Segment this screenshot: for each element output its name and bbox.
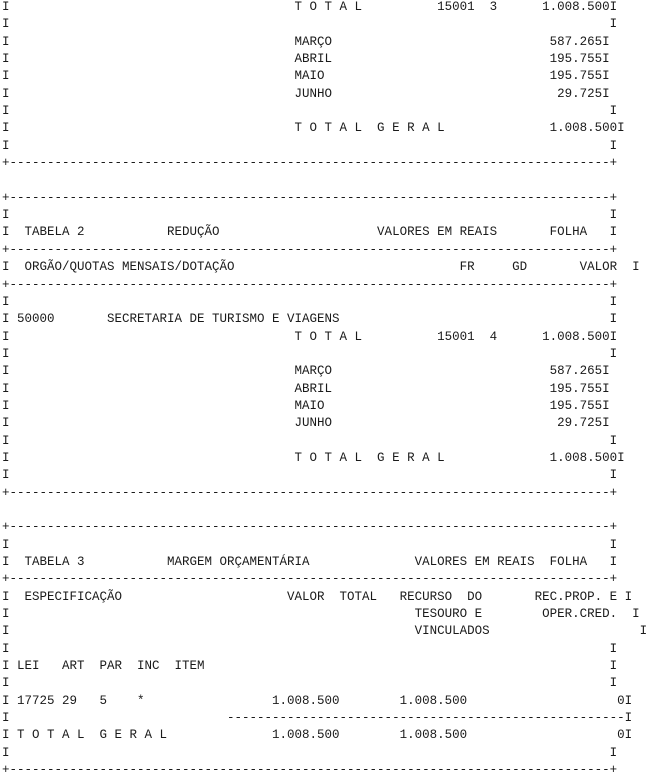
report-line: I MAIO 195.755I <box>2 398 610 413</box>
report-line: +--------------------------------------------------------------------------------+ <box>2 485 618 500</box>
report-line: I -----------------------------------------------------I <box>2 711 633 726</box>
report-line: I TESOURO E OPER.CRED. I <box>2 607 640 622</box>
report-line: I I <box>2 294 618 309</box>
report-line: +--------------------------------------------------------------------------------+ <box>2 572 618 587</box>
report-line: I T O T A L G E R A L 1.008.500 1.008.500 0I <box>2 728 633 743</box>
report-line: +--------------------------------------------------------------------------------+ <box>2 763 618 778</box>
report-line: I ESPECIFICAÇÃO VALOR TOTAL RECURSO DO REC.PROP. E I <box>2 589 633 604</box>
report-line: I I <box>2 17 618 32</box>
report-line: I 17725 29 5 * 1.008.500 1.008.500 0I <box>2 693 633 708</box>
report-line: I I <box>2 346 618 361</box>
report-line: I I <box>2 537 618 552</box>
report-line: +--------------------------------------------------------------------------------+ <box>2 277 618 292</box>
report-line: +--------------------------------------------------------------------------------+ <box>2 156 618 171</box>
report-line: I I <box>2 468 618 483</box>
report-line: I TABELA 3 MARGEM ORÇAMENTÁRIA VALORES EM REAIS FOLHA I <box>2 555 618 569</box>
report-line: +--------------------------------------------------------------------------------+ <box>2 190 618 205</box>
report-line: I MARÇO 587.265I <box>2 364 610 379</box>
report-line <box>2 502 647 519</box>
report-line: I JUNHO 29.725I <box>2 86 610 101</box>
report-line: I ABRIL 195.755I <box>2 381 610 396</box>
report-line: I MAIO 195.755I <box>2 69 610 84</box>
report-line: I T O T A L 15001 3 1.008.500I <box>2 0 618 14</box>
report-line: I I <box>2 104 618 119</box>
report-line: I I <box>2 208 618 223</box>
report-line: +--------------------------------------------------------------------------------+ <box>2 520 618 535</box>
report-line: I MARÇO 587.265I <box>2 34 610 49</box>
report-line: +--------------------------------------------------------------------------------+ <box>2 242 618 257</box>
report-line: I T O T A L G E R A L 1.008.500I <box>2 121 625 136</box>
report-line: I I <box>2 433 618 448</box>
report-line: I I <box>2 641 618 656</box>
report-line: I I <box>2 138 618 153</box>
report-line: I 50000 SECRETARIA DE TURISMO E VIAGENS I <box>2 312 618 327</box>
report-line <box>2 172 647 189</box>
report-line: I ORGÃO/QUOTAS MENSAIS/DOTAÇÃO FR GD VALOR I <box>2 260 640 275</box>
report-line: I I <box>2 745 618 760</box>
report-line: I JUNHO 29.725I <box>2 416 610 431</box>
report-line: I ABRIL 195.755I <box>2 52 610 67</box>
report-line: I TABELA 2 REDUÇÃO VALORES EM REAIS FOLHA I <box>2 225 618 240</box>
report-line: I I <box>2 676 618 691</box>
report-line: I LEI ART PAR INC ITEM I <box>2 659 618 674</box>
budget-report-printout <box>2 0 647 779</box>
report-line: I T O T A L G E R A L 1.008.500I <box>2 450 625 465</box>
report-line: I T O T A L 15001 4 1.008.500I <box>2 329 618 344</box>
report-line: I VINCULADOS I <box>2 624 648 639</box>
